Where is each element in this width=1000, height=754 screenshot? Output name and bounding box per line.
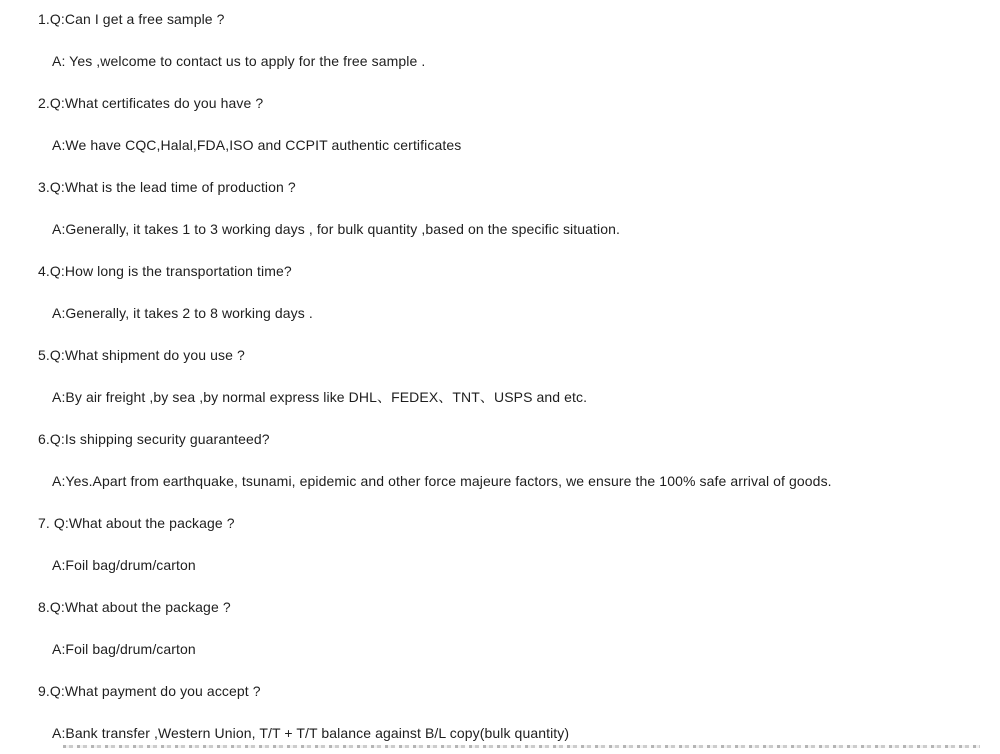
cutoff-text-top-fragment bbox=[63, 745, 980, 748]
faq-answer-7: A:Foil bag/drum/carton bbox=[52, 557, 196, 573]
faq-answer-5: A:By air freight ,by sea ,by normal express like DHL、FEDEX、TNT、USPS and etc. bbox=[52, 389, 588, 405]
faq-answer-2: A:We have CQC,Halal,FDA,ISO and CCPIT authentic certificates bbox=[52, 137, 462, 153]
faq-answer-1: A: Yes ,welcome to contact us to apply for the free sample . bbox=[52, 53, 426, 69]
faq-question-9: 9.Q:What payment do you accept ? bbox=[38, 683, 261, 699]
faq-answer-3: A:Generally, it takes 1 to 3 working days , for bulk quantity ,based on the specific situation. bbox=[52, 221, 620, 237]
faq-question-8: 8.Q:What about the package ? bbox=[38, 599, 231, 615]
faq-question-1: 1.Q:Can I get a free sample ? bbox=[38, 11, 225, 27]
faq-question-4: 4.Q:How long is the transportation time? bbox=[38, 263, 292, 279]
faq-question-5: 5.Q:What shipment do you use ? bbox=[38, 347, 245, 363]
faq-question-6: 6.Q:Is shipping security guaranteed? bbox=[38, 431, 270, 447]
faq-question-3: 3.Q:What is the lead time of production ? bbox=[38, 179, 296, 195]
faq-answer-8: A:Foil bag/drum/carton bbox=[52, 641, 196, 657]
faq-question-7: 7. Q:What about the package ? bbox=[38, 515, 235, 531]
faq-answer-6: A:Yes.Apart from earthquake, tsunami, epidemic and other force majeure factors, we ensure the 100% safe arrival of goods. bbox=[52, 473, 832, 489]
faq-answer-9: A:Bank transfer ,Western Union, T/T + T/T balance against B/L copy(bulk quantity) bbox=[52, 725, 570, 741]
faq-question-2: 2.Q:What certificates do you have ? bbox=[38, 95, 264, 111]
faq-answer-4: A:Generally, it takes 2 to 8 working days . bbox=[52, 305, 313, 321]
